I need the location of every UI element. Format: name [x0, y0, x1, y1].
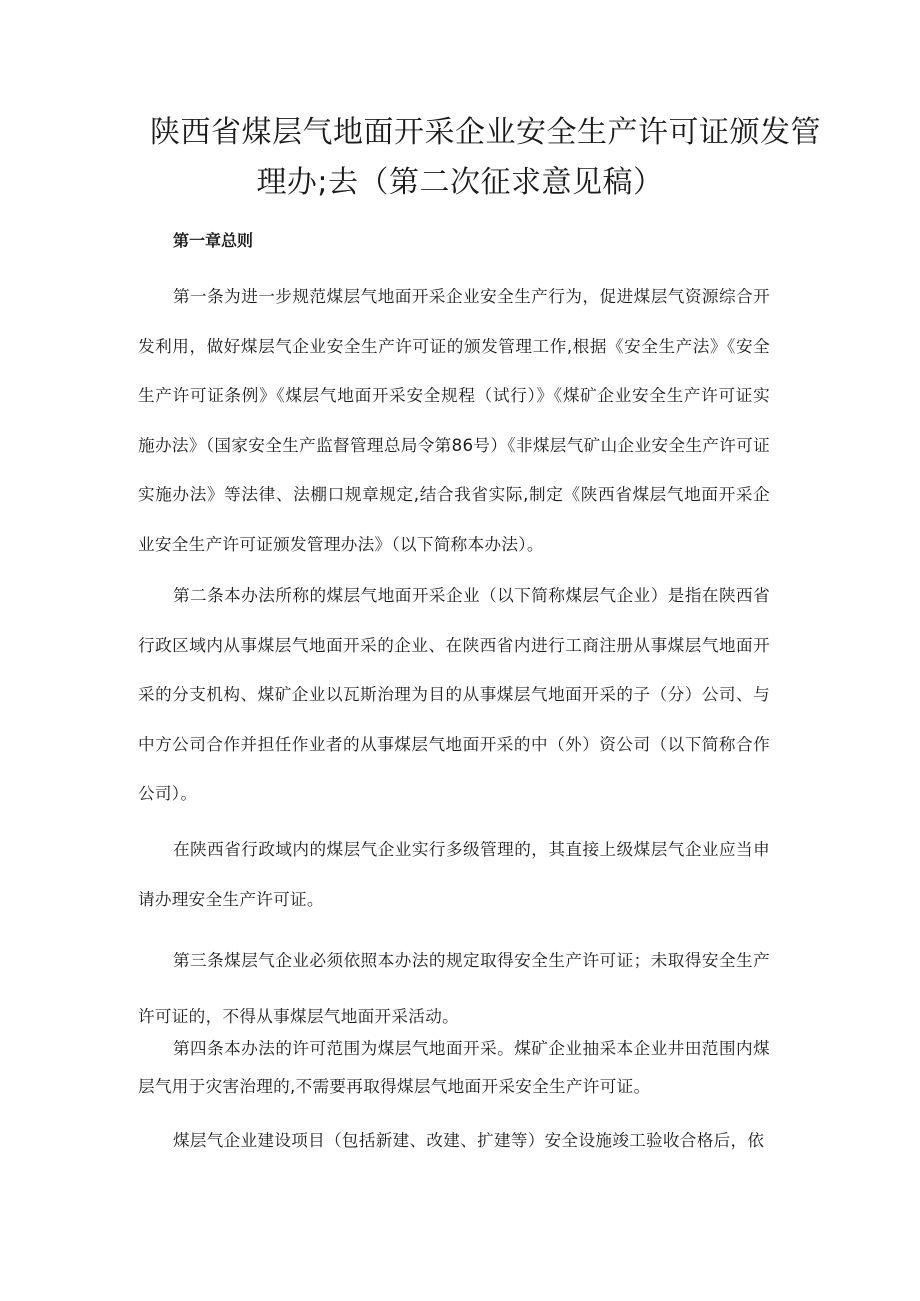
article-3-paragraph: 第三条煤层气企业必须依照本办法的规定取得安全生产许可证；未取得安全生产许可证的，不得从事煤层气地面开采活动。 [138, 951, 770, 1026]
document-title-line-1: 陕西省煤层气地面开采企业安全生产许可证颁发管 [150, 115, 821, 150]
document-title-line-2: 理办;去（第二次征求意见稿） [256, 165, 664, 200]
multi-level-management-paragraph: 在陕西省行政域内的煤层气企业实行多级管理的，其直接上级煤层气企业应当申请办理安全生产许可证。 [138, 840, 770, 909]
article-2-paragraph: 第二条本办法所称的煤层气地面开采企业（以下简称煤层气企业）是指在陕西省行政区域内从事煤层气地面开采的企业、在陕西省内进行工商注册从事煤层气地面开采的分支机构、煤矿企业以瓦斯治理为目的从事煤层气地面开采的子（分）公司、与中方公司合作并担任作业者的从事煤层气地面开采的中（外）资公司（以下简称合作公司）。 [138, 586, 770, 803]
chapter-heading: 第一章总则 [173, 231, 254, 250]
construction-project-paragraph: 煤层气企业建设项目（包括新建、改建、扩建等）安全设施竣工验收合格后，依 [173, 1131, 765, 1150]
article-1-paragraph: 第一条为进一步规范煤层气地面开采企业安全生产行为，促进煤层气资源综合开发利用，做好煤层气企业安全生产许可证的颁发管理工作,根据《安全生产法》《安全生产许可证条例》《煤层气地面开采安全规程（试行）》《煤矿企业安全生产许可证实施办法》（国家安全生产监督管理总局令第86号）《非煤层气矿山企业安全生产许可证实施办法》等法律、法棚口规章规定,结合我省实际,制定《陕西省煤层气地面开采企业安全生产许可证颁发管理办法》（以下简称本办法）。 [138, 287, 770, 554]
article-4-paragraph: 第四条本办法的许可范围为煤层气地面开采。煤矿企业抽采本企业井田范围内煤层气用于灾害治理的,不需要再取得煤层气地面开采安全生产许可证。 [138, 1039, 770, 1096]
